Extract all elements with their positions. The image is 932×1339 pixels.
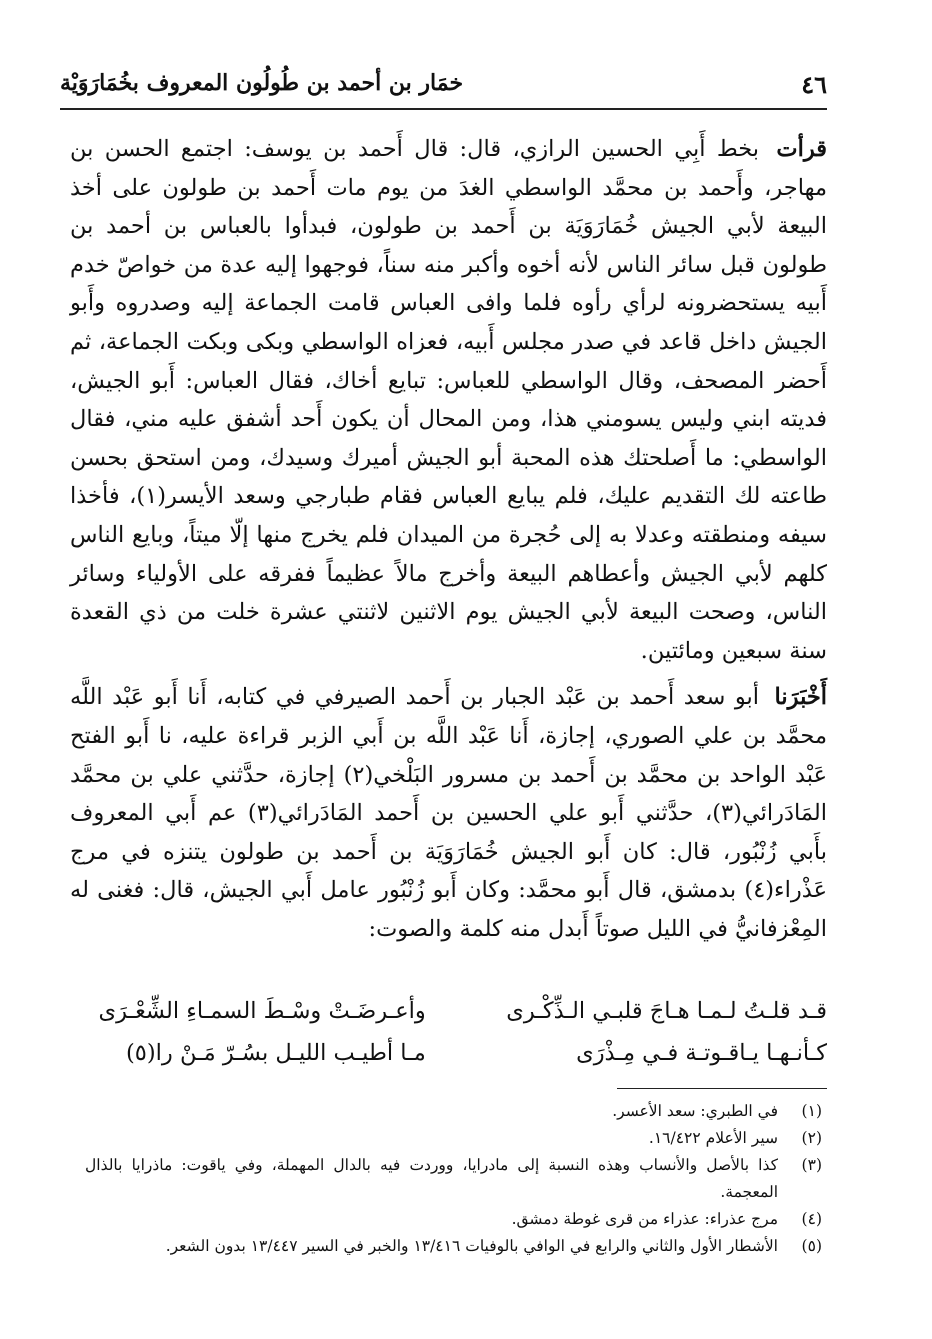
footnote-number: (١)	[801, 1102, 822, 1120]
paragraph-2-text: أبو سعد أَحمد بن عَبْد الجبار بن أَحمد الصيرفي في كتابه، أَنا أَبو عَبْد اللَّه محمَّد بن علي الصوري، إجازة، أَنا عَبْد اللَّه بن أَبي الزبر قراءة عليه، نا أَبو الفتح عَبْد الواحد بن محمَّد بن أَحمد بن مسرور البَلْخي(٢) إجازة، حدَّثني علي بن محمَّد المَادَرائي(٣)، حدَّثني أَبو علي الحسين بن أَحمد المَادَرائي(٣) عم أَبي المعروف بأَبي زُنْبُور، قال: كان أَبو الجيش خُمَارَوَيَة بن أَحمد بن طولون يتنزه في مرج عَذْراء(٤) بدمشق، قال أَبو محمَّد: وكان أَبو زُنْبُور عامل أَبي الجيش، قال: فغنى له المِعْزفانيُّ في الليل صوتاً أَبدل منه كلمة والصوت:	[70, 684, 828, 942]
footnote-text: مرج عذراء: عذراء من قرى غوطة دمشق.	[511, 1210, 778, 1228]
verse-1-first-hemistich: قـد قلـتُ لـمـا هـاجَ قلبـي الـذِّكْـرى	[506, 998, 827, 1024]
footnote-number: (٤)	[801, 1210, 822, 1228]
page-header	[60, 70, 827, 110]
main-text	[70, 130, 827, 956]
paragraph-1-lead: قرأت	[776, 136, 828, 162]
footnote-2	[85, 1125, 822, 1152]
verse-2-first-hemistich: كـأنـهـا يـاقـوتـة فـي مِـذْرَى	[576, 1040, 827, 1066]
footnotes	[85, 1098, 822, 1260]
poem-verse-1	[70, 990, 827, 1032]
footnote-text: سير الأعلام ١٦/٤٢٢.	[648, 1129, 778, 1147]
paragraph-2-lead: أَخْبَرَنا	[774, 684, 828, 711]
footnote-divider	[617, 1088, 827, 1089]
footnote-3	[85, 1152, 822, 1206]
footnote-text: في الطبري: سعد الأعسر.	[612, 1102, 778, 1120]
footnote-1	[85, 1098, 822, 1125]
poem-verse-2	[70, 1032, 827, 1074]
header-divider	[60, 108, 827, 110]
footnote-5	[85, 1233, 822, 1260]
page-number: ٤٦	[801, 70, 827, 99]
footnote-number: (٢)	[801, 1129, 822, 1147]
verse-1-second-hemistich: وأعـرضَـتْ وسْـطَ السمـاءِ الشِّعْـرَى	[98, 998, 426, 1024]
footnote-text: الأشطار الأول والثاني والرابع في الوافي بالوفيات ١٣/٤١٦ والخبر في السير ١٣/٤٤٧ بدون الشعر.	[165, 1237, 778, 1255]
footnote-text: كذا بالأصل والأنساب وهذه النسبة إلى مادرايا، ووردت فيه بالدال المهملة، وفي ياقوت: ماذرايا بالذال المعجمة.	[85, 1156, 778, 1201]
footnote-number: (٣)	[801, 1156, 822, 1174]
paragraph-1	[70, 130, 827, 670]
paragraph-2	[70, 678, 827, 948]
verse-2-second-hemistich: مـا أطيـب الليـل بسُـرّ مَـنْ را(٥)	[126, 1040, 426, 1066]
poem	[70, 990, 827, 1074]
footnote-4	[85, 1206, 822, 1233]
running-title: خمَار بن أحمد بن طُولُون المعروف بخُمَارَوَيْة	[60, 70, 464, 96]
footnote-number: (٥)	[801, 1237, 822, 1255]
paragraph-1-text: بخط أَبِي الحسين الرازي، قال: قال أَحمد بن يوسف: اجتمع الحسن بن مهاجر، وأَحمد بن محمَّد الواسطي الغدَ من يوم مات أَحمد بن طولون على أخذ البيعة لأبي الجيش خُمَارَوَيَة بن أَحمد بن طولون، فبدأوا بالعباس بن أحمد بن طولون قبل سائر الناس لأنه أخوه وأكبر منه سناً، فوجهوا إليه عدة من خواصّ خدم أَبيه يستحضرونه لرأي رأوه فلما وافى العباس قامت الجماعة إليه وصدروه وأَبو الجيش داخل قاعد في صدر مجلس أَبيه، فعزاه الواسطي وبكى وبكت الجماعة، ثم أَحضر المصحف، وقال الواسطي للعباس: تبايع أخاك، فقال العباس: أَبو الجيش، فديته ابني وليس يسومني هذا، ومن المحال أن يكون أَحد أشفق عليه مني، فقال الواسطي: ما أَصلحتك هذه المحبة أبو الجيش أميرك وسيدك، ومن استحق بحسن طاعته لك التقديم عليك، فلم يبايع العباس فقام طبارجي وسعد الأيسر(١)، فأخذا سيفه ومنطقته وعدلا به إلى حُجرة من الميدان فلم يخرج منها إلّا ميتاً، وبايع الناس كلهم لأبي الجيش وأعطاهم البيعة وأخرج مالاً عظيماً ففرقه على الأولياء وسائر الناس، وصحت البيعة لأبي الجيش يوم الاثنين لاثنتي عشرة خلت من ذي القعدة سنة سبعين ومائتين.	[70, 136, 827, 664]
